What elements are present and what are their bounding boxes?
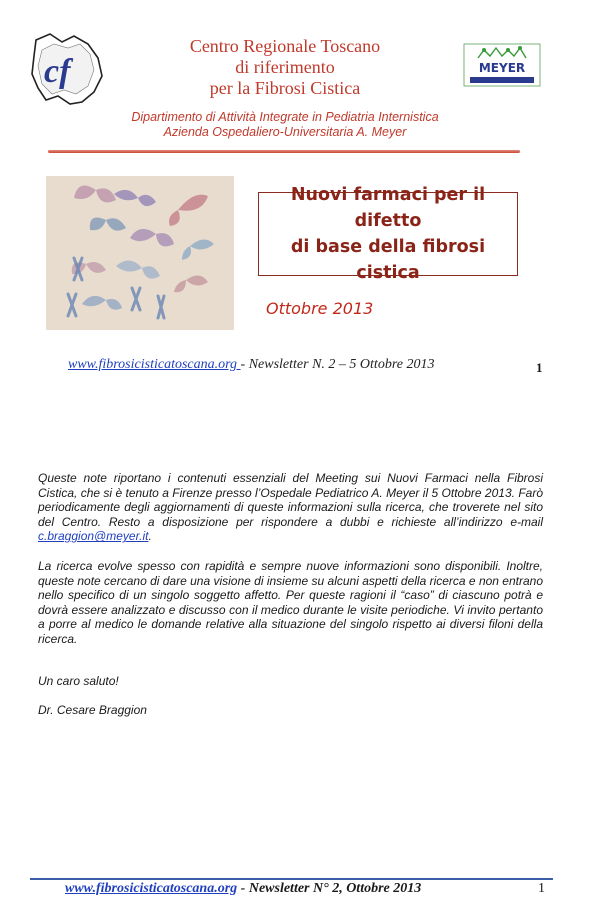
center-title — [120, 36, 450, 99]
fibrosi-cistica-logo — [28, 30, 106, 108]
newsletter-title — [259, 182, 517, 286]
email-link[interactable]: c.braggion@meyer.it — [38, 529, 149, 544]
header-divider — [48, 150, 520, 153]
page-number-bottom: 1 — [538, 881, 545, 896]
footer-website-link[interactable]: www.fibrosicisticatoscana.org — [65, 881, 238, 896]
intro-paragraph — [38, 471, 543, 544]
butterflies-picture — [46, 176, 234, 330]
title-line1: Nuovi farmaci per il difetto — [290, 185, 486, 231]
issue-date: Ottobre 2013 — [266, 299, 374, 318]
center-title-line3: per la Fibrosi Cistica — [209, 78, 361, 98]
signature: Dr. Cesare Braggion — [38, 703, 147, 717]
department-heading — [60, 110, 510, 140]
footer-newsletter-info: - Newsletter N° 2, Ottobre 2013 — [237, 881, 422, 896]
page-number-top: 1 — [536, 360, 543, 375]
department-line: Dipartimento di Attività Integrate in Pediatria Internistica — [131, 110, 439, 124]
footer-divider — [30, 878, 553, 880]
research-paragraph: La ricerca evolve spesso con rapidità e sempre nuove informazioni sono disponibili. Inoltre, queste note cercano di dare una visione di insieme su alcuni aspetti della ricerca e non entrano nello specifico di un singolo soggetto affetto. Per queste ragioni il “caso” di ciascuno potrà e dovrà essere analizzato e discusso con il medico durante le visite periodiche. Vi invito pertanto a porre al medico le domande relative alla situazione del singolo rispetto ai diversi filoni della ricerca. — [38, 559, 543, 646]
logo-letters: cf — [44, 53, 71, 90]
intro-text: Queste note riportano i contenuti essenziali del Meeting sui Nuovi Farmaci nella Fibrosi Cistica, che si è tenuto a Firenze presso l’Ospedale Pediatrico A. Meyer il 5 Ottobre 2013. Farò periodicamente degli aggiornamenti di queste informazioni sulla ricerca, che troverete nel sito del Centro. Resto a disposizione per rispondere a dubbi e richieste all’indirizzo e-mail — [38, 471, 543, 529]
center-title-line1: Centro Regionale Toscano — [189, 36, 381, 56]
website-link[interactable]: www.fibrosicisticatoscana.org — [68, 357, 241, 372]
meyer-logo-text: MEYER — [478, 61, 526, 75]
center-title-line2: di riferimento — [235, 57, 335, 77]
meyer-logo — [462, 42, 542, 88]
newsletter-title-box — [258, 185, 518, 283]
newsletter-line — [68, 357, 434, 373]
intro-end: . — [148, 529, 152, 544]
greeting: Un caro saluto! — [38, 674, 119, 688]
title-line2: di base della fibrosi cistica — [290, 237, 486, 283]
hospital-line: Azienda Ospedaliero-Universitaria A. Meyer — [163, 125, 407, 139]
footer-line — [65, 881, 421, 897]
newsletter-info: - Newsletter N. 2 – 5 Ottobre 2013 — [240, 357, 435, 372]
